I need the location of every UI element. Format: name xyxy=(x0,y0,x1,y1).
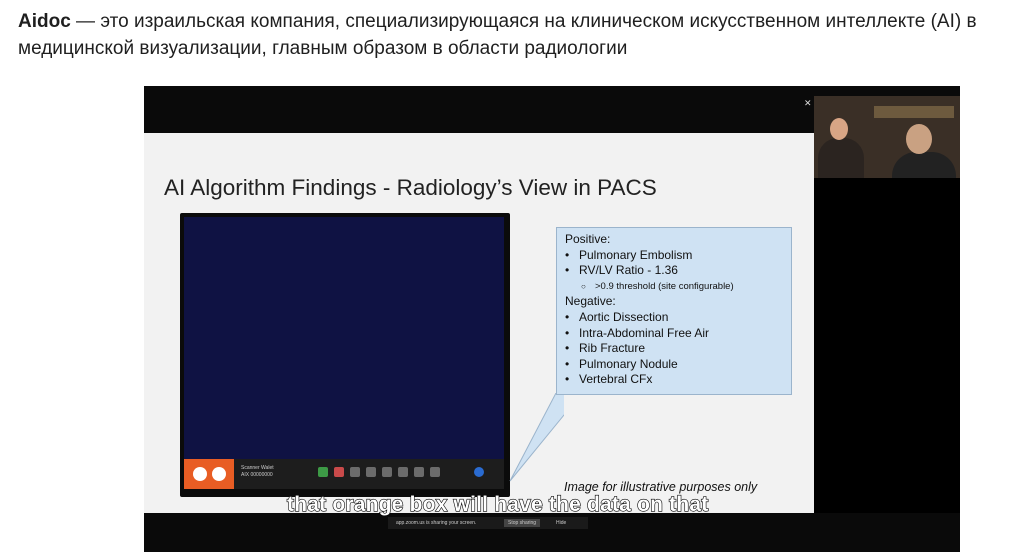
record-icon[interactable] xyxy=(212,467,226,481)
pacs-monitor xyxy=(180,213,510,497)
tool-icon[interactable] xyxy=(334,467,344,477)
video-subtitle: that orange box will have the data on that xyxy=(287,493,709,516)
participant-body xyxy=(892,152,956,178)
finding-item: • Aortic Dissection xyxy=(565,310,783,326)
hide-button[interactable]: Hide xyxy=(556,520,567,526)
taskbar-line2: AIX 00000000 xyxy=(241,472,273,478)
share-bar-text: app.zoom.us is sharing your screen. xyxy=(396,520,477,526)
findings-callout xyxy=(556,227,792,395)
taskbar-line1: Scanner Walet xyxy=(241,465,274,471)
participant-body xyxy=(818,138,864,178)
finding-item: • Pulmonary Embolism xyxy=(565,248,783,264)
headline xyxy=(18,8,1013,62)
tool-icon[interactable] xyxy=(366,467,376,477)
tool-icon[interactable] xyxy=(382,467,392,477)
alert-icon[interactable] xyxy=(193,467,207,481)
background-shelf xyxy=(874,106,954,118)
tool-icon[interactable] xyxy=(398,467,408,477)
finding-item: • RV/LV Ratio - 1.36 xyxy=(565,263,783,279)
app-icon[interactable] xyxy=(474,467,484,477)
taskbar-info xyxy=(241,465,274,479)
finding-item: • Pulmonary Nodule xyxy=(565,357,783,373)
image-caption: Image for illustrative purposes only xyxy=(564,480,758,494)
negative-header: Negative: xyxy=(565,294,616,309)
finding-item: • Intra-Abdominal Free Air xyxy=(565,326,783,342)
orange-box[interactable] xyxy=(184,459,234,489)
pacs-taskbar xyxy=(184,459,504,489)
slide-title: AI Algorithm Findings - Radiology’s View in PACS xyxy=(164,175,657,200)
tool-icon[interactable] xyxy=(430,467,440,477)
stop-sharing-button[interactable]: Stop sharing xyxy=(504,519,540,527)
callout-pointer xyxy=(508,393,564,483)
webcam-feed xyxy=(814,96,960,178)
tool-icon[interactable] xyxy=(414,467,424,477)
participant-head xyxy=(830,118,848,140)
participant-head xyxy=(906,124,932,154)
headline-brand: Aidoc xyxy=(18,11,71,32)
screen-share-bar xyxy=(388,517,588,529)
pacs-screen xyxy=(184,217,504,459)
finding-item: • Vertebral CFx xyxy=(565,372,783,388)
tool-icon[interactable] xyxy=(350,467,360,477)
positive-header: Positive: xyxy=(565,232,611,246)
status-icon[interactable] xyxy=(318,467,328,477)
close-icon[interactable]: ✕ xyxy=(804,98,812,108)
finding-item: • Rib Fracture xyxy=(565,341,783,357)
side-panel xyxy=(814,178,960,513)
presentation-slide xyxy=(144,133,814,513)
finding-subitem: ○ >0.9 threshold (site configurable) xyxy=(565,279,783,295)
headline-text: — это израильская компания, специализирующаяся на клиническом искусственном интеллекте (AI) в медицинской визуализации, главным образом в области радиологии xyxy=(18,11,977,59)
